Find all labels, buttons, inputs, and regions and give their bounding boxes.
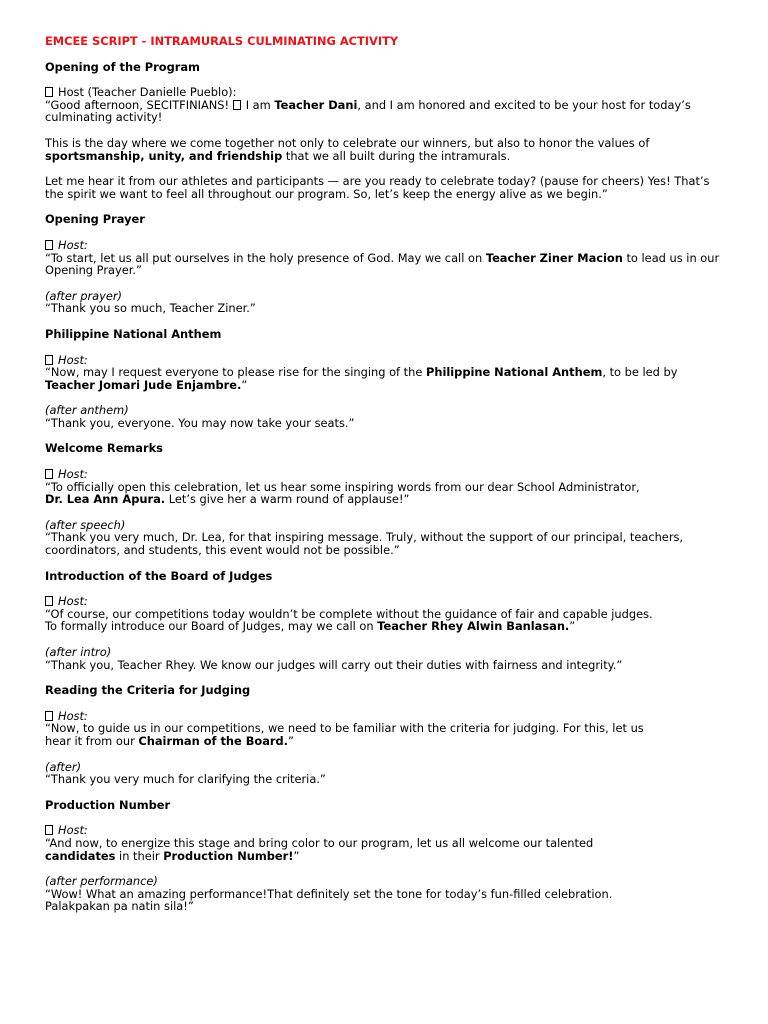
script-document <box>45 35 725 926</box>
prayer-after-block: (after prayer) “Thank you so much, Teacher Ziner.” <box>45 288 256 316</box>
host-name: Teacher Dani <box>274 97 358 112</box>
section-heading-production: Production Number <box>45 797 171 812</box>
section-heading-anthem: Philippine National Anthem <box>45 326 222 341</box>
prayer-leader-name: Teacher Ziner Macion <box>485 250 623 265</box>
administrator-name: Dr. Lea Ann Apura. <box>45 492 166 507</box>
opening-paragraph-2: This is the day where we come together not only to celebrate our winners, but also to honor the values of sportsmanship, unity, and friendship that we all built during the intramurals. <box>45 135 650 163</box>
welcome-block: Host: “To officially open this celebration, let us hear some inspiring words from our dear School Administrator, Dr. Lea Ann Apura. Let’s give her a warm round of applause!” <box>45 467 640 507</box>
missing-glyph-icon <box>45 469 53 479</box>
anthem-block: Host: “Now, may I request everyone to please rise for the singing of the Philippine National Anthem, to be led by Teacher Jomari Jude Enjambre.” <box>45 352 678 392</box>
section-heading-criteria: Reading the Criteria for Judging <box>45 683 251 698</box>
welcome-after-block: (after speech) “Thank you very much, Dr. Lea, for that inspiring message. Truly, without the support of our principal, teachers, coordinators, and students, this event would not be possible.” <box>45 517 684 558</box>
section-heading-welcome: Welcome Remarks <box>45 441 163 456</box>
section-heading-prayer: Opening Prayer <box>45 212 145 227</box>
judges-after-block: (after intro) “Thank you, Teacher Rhey. We know our judges will carry out their duties with fairness and integrity.” <box>45 645 623 672</box>
document-title: EMCEE SCRIPT - INTRAMURALS CULMINATING ACTIVITY <box>45 34 399 48</box>
missing-glyph-icon <box>45 355 53 365</box>
missing-glyph-icon <box>45 711 53 721</box>
production-after-block: (after performance) “Wow! What an amazing performance!That definitely set the tone for today’s fun-filled celebration. Palakpakan pa natin sila!” <box>45 874 613 914</box>
missing-glyph-icon <box>233 100 241 110</box>
production-block: Host: “And now, to energize this stage and bring color to our program, let us all welcome our talented candidates in their Production Number!” <box>45 823 594 863</box>
missing-glyph-icon <box>45 240 53 250</box>
criteria-block: Host: “Now, to guide us in our competitions, we need to be familiar with the criteria for judging. For this, let us hear it from our Chairman of the Board.” <box>45 708 644 748</box>
opening-paragraph-3: Let me hear it from our athletes and participants — are you ready to celebrate today? (pause for cheers) Yes! That’s the spirit we want to feel all throughout our program. So, let’s keep the energy alive as we begin.” <box>45 174 710 201</box>
missing-glyph-icon <box>45 596 53 606</box>
judges-presenter-name: Teacher Rhey Alwin Banlasan. <box>377 619 570 634</box>
host-line: Host (Teacher Danielle Pueblo): <box>45 86 725 99</box>
opening-host-block: Host (Teacher Danielle Pueblo): “Good afternoon, SECITFINIANS! I am Teacher Dani, and I am honored and excited to be your host for today’s culminating activity! <box>45 86 725 124</box>
anthem-leader-name: Teacher Jomari Jude Enjambre. <box>45 377 242 392</box>
prayer-block: Host: “To start, let us all put ourselves in the holy presence of God. May we call on Teacher Ziner Macion to lead us in our Opening Prayer.” <box>45 237 720 278</box>
chairman-name: Chairman of the Board. <box>138 733 288 748</box>
section-heading-judges: Introduction of the Board of Judges <box>45 568 273 583</box>
criteria-after-block: (after) “Thank you very much for clarifying the criteria.” <box>45 759 326 787</box>
missing-glyph-icon <box>45 87 53 97</box>
missing-glyph-icon <box>45 825 53 835</box>
anthem-after-block: (after anthem) “Thank you, everyone. You may now take your seats.” <box>45 403 355 430</box>
section-heading-opening: Opening of the Program <box>45 59 200 74</box>
judges-block: Host: “Of course, our competitions today wouldn’t be complete without the guidance of fair and capable judges. To formally introduce our Board of Judges, may we call on Teacher Rhey Alwin Banlasan.” <box>45 594 653 634</box>
